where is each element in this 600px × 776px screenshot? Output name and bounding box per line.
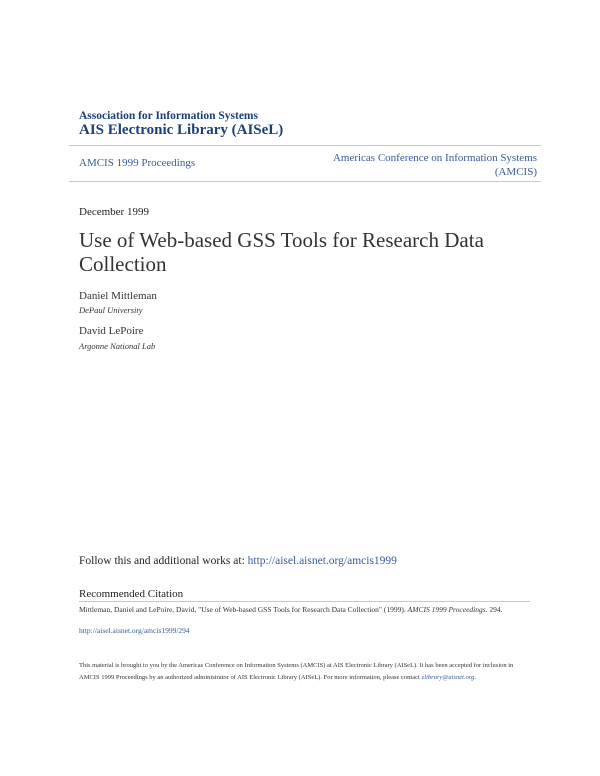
conference-abbrev: (AMCIS): [494, 166, 537, 178]
citation-journal: AMCIS 1999 Proceedings: [407, 605, 486, 614]
follow-label: Follow this and additional works at:: [79, 555, 248, 567]
author-name: Daniel Mittleman: [79, 290, 157, 302]
citation-link[interactable]: http://aisel.aisnet.org/amcis1999/294: [79, 626, 190, 635]
conference-name: Americas Conference on Information Systems: [332, 152, 537, 164]
library-name-link[interactable]: AIS Electronic Library (AISeL): [79, 122, 284, 138]
contact-email-link[interactable]: elibrary@aisnet.org: [421, 674, 475, 681]
org-name-link[interactable]: Association for Information Systems: [79, 110, 258, 122]
proceedings-link[interactable]: AMCIS 1999 Proceedings: [79, 157, 196, 169]
footer-notice: [79, 660, 534, 684]
proceedings-band: [69, 145, 541, 182]
citation-body: Mittleman, Daniel and LePoire, David, "Use of Web-based GSS Tools for Research Data Collection" (1999).: [79, 605, 408, 614]
citation-text: [79, 604, 534, 615]
conference-link[interactable]: [307, 151, 537, 179]
citation-tail: . 294.: [485, 605, 503, 614]
author-affiliation: DePaul University: [79, 305, 143, 315]
divider: [79, 601, 530, 602]
footer-text: This material is brought to you by the Americas Conference on Information Systems (AMCIS) at AIS Electronic Library (AISeL). It has been accepted for inclusion in AMCIS 1999 Proceedings by an authorized administrator of AIS Electronic Library (AISeL). For more information, please contact: [79, 662, 514, 681]
publication-date: December 1999: [79, 206, 149, 218]
follow-link[interactable]: http://aisel.aisnet.org/amcis1999: [247, 555, 397, 567]
author-affiliation: Argonne National Lab: [79, 341, 156, 351]
footer-end: .: [474, 674, 476, 681]
follow-line: [79, 555, 397, 567]
paper-title: Use of Web-based GSS Tools for Research Data Collection: [79, 228, 484, 276]
author-name: David LePoire: [79, 325, 144, 337]
recommended-citation-heading: Recommended Citation: [79, 588, 184, 600]
